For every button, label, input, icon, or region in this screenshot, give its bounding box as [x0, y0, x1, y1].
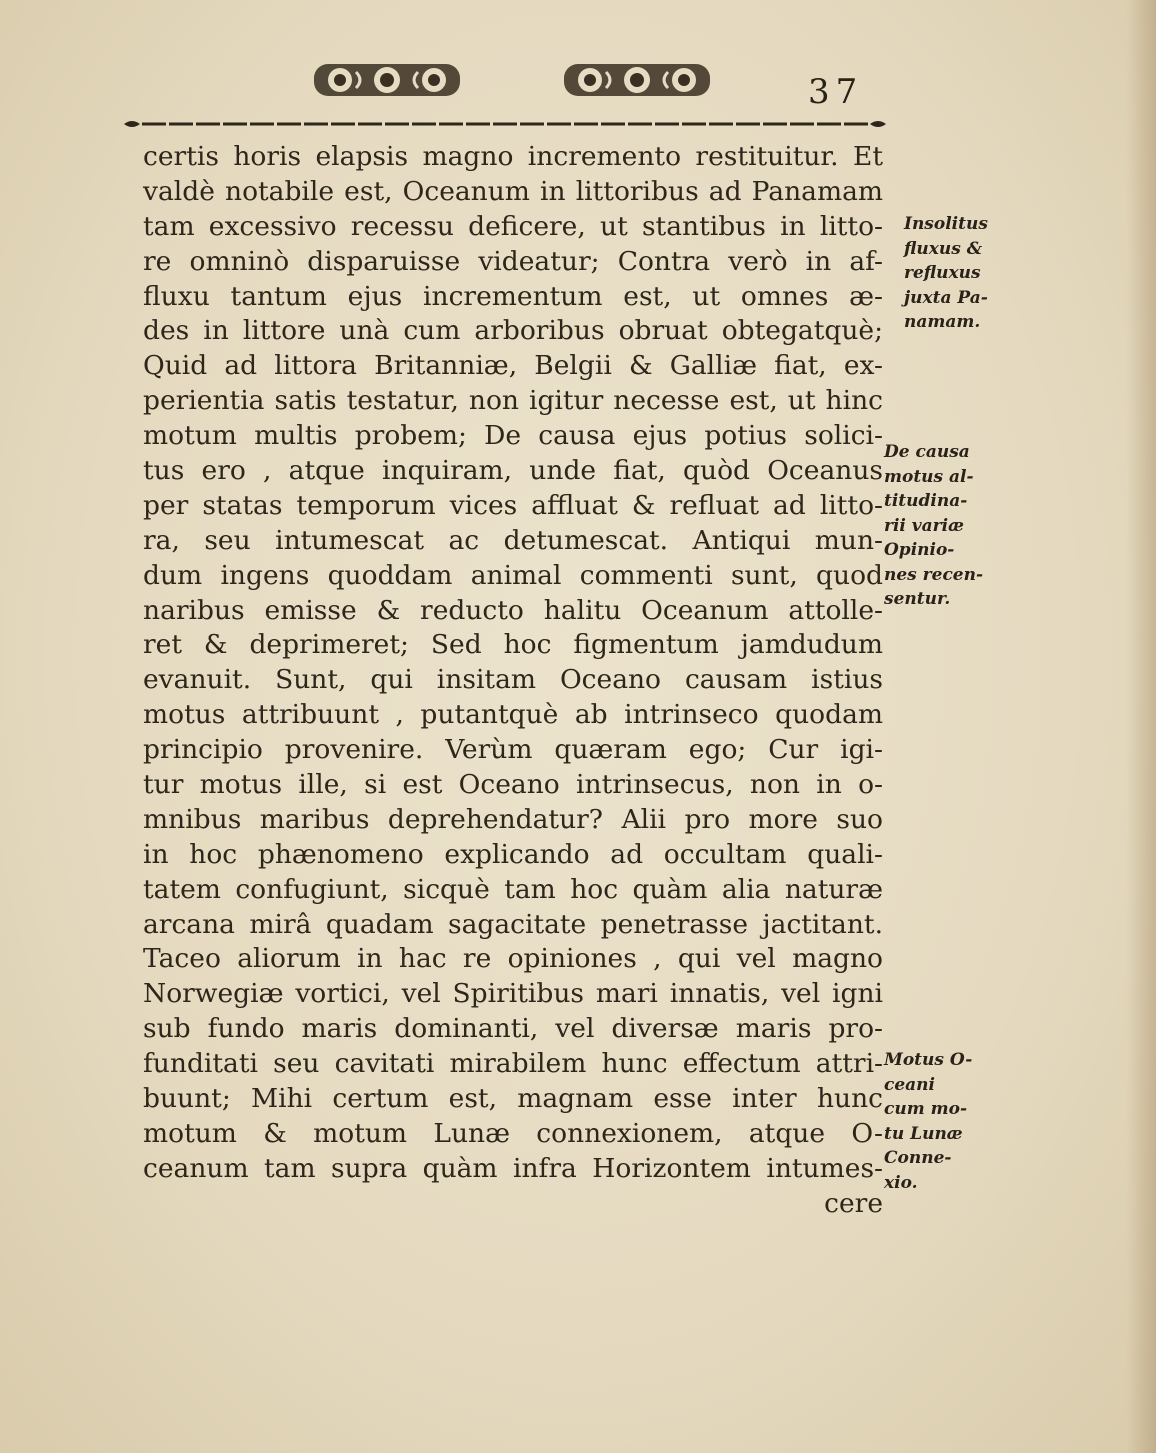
text-line: tur motus ille, si est Oceano intrinsecus, non in o-	[143, 769, 883, 801]
margin-note-causes-opinions	[884, 440, 1034, 612]
text-line: in hoc phænomeno explicando ad occultam quali-	[143, 838, 883, 870]
floral-ornament-right	[562, 58, 712, 102]
margin-note-line: Insolitus	[904, 214, 988, 234]
text-line: per statas temporum vices affluat & refluat ad litto-	[143, 489, 883, 521]
text-line: principio provenire. Verùm quæram ego; Cur igi-	[143, 734, 883, 766]
margin-note-line: rii variæ	[884, 515, 964, 536]
text-line: ret & deprimeret; Sed hoc figmentum jamdudum	[143, 629, 883, 661]
text-line: des in littore unà cum arboribus obruat obtegatquè;	[143, 315, 883, 347]
margin-note-moon-connection	[884, 1048, 1034, 1195]
margin-note-line: xio.	[884, 1172, 918, 1193]
text-line: Taceo aliorum in hac re opiniones , qui vel magno	[143, 943, 883, 975]
text-line: Norwegiæ vortici, vel Spiritibus mari innatis, vel igni	[143, 978, 883, 1010]
text-line: fluxu tantum ejus incrementum est, ut omnes æ-	[143, 280, 883, 312]
margin-note-line: sentur.	[884, 589, 951, 609]
margin-note-line: juxta Pa-	[904, 287, 988, 308]
text-line: tus ero , atque inquiram, unde fiat, quòd Oceanus	[143, 455, 883, 487]
margin-note-line: De causa	[884, 442, 970, 462]
text-line: mnibus maribus deprehendatur? Alii pro more suo	[143, 803, 883, 835]
margin-note-line: Opinio-	[884, 540, 955, 560]
text-line: dum ingens quoddam animal commenti sunt, quod	[143, 559, 883, 591]
text-line: evanuit. Sunt, qui insitam Oceano causam istius	[143, 664, 883, 696]
margin-note-line: motus al-	[884, 466, 974, 487]
text-line: motum multis probem; De causa ejus potius solici-	[143, 420, 883, 452]
text-line: tatem confugiunt, sicquè tam hoc quàm alia naturæ	[143, 873, 883, 905]
margin-note-line: titudina-	[884, 491, 968, 511]
text-line: Quid ad littora Britanniæ, Belgii & Galliæ fiat, ex-	[143, 350, 883, 382]
text-line: buunt; Mihi certum est, magnam esse inter hunc	[143, 1083, 883, 1115]
text-line: tam excessivo recessu deficere, ut stantibus in litto-	[143, 210, 883, 242]
text-line: cere	[824, 1187, 883, 1219]
text-line: naribus emisse & reducto halitu Oceanum attolle-	[143, 594, 883, 626]
text-line: ra, seu intumescat ac detumescat. Antiqui mun-	[143, 524, 883, 556]
text-line: sub fundo maris dominanti, vel diversæ maris pro-	[143, 1013, 883, 1045]
text-line: funditati seu cavitati mirabilem hunc effectum attri-	[143, 1048, 883, 1080]
margin-note-line: ceani	[884, 1074, 935, 1095]
margin-note-line: namam.	[904, 312, 981, 332]
margin-note-panama-tides	[904, 212, 1054, 335]
page-edge-shadow	[1126, 0, 1156, 1453]
text-line: arcana mirâ quadam sagacitate penetrasse jactitant.	[143, 908, 883, 940]
page-number: 37	[808, 72, 864, 112]
margin-note-line: Motus O-	[884, 1050, 973, 1070]
text-line: perientia satis testatur, non igitur necesse est, ut hinc	[143, 385, 883, 417]
margin-note-line: nes recen-	[884, 564, 984, 585]
margin-note-line: refluxus	[904, 263, 981, 283]
body-text	[143, 140, 883, 1222]
margin-note-line: fluxus &	[904, 238, 983, 259]
margin-note-line: Conne-	[884, 1148, 952, 1168]
floral-ornament-left	[312, 58, 462, 102]
header-rule	[122, 116, 888, 132]
text-line: motum & motum Lunæ connexionem, atque O-	[143, 1117, 883, 1149]
text-line: re omninò disparuisse videatur; Contra verò in af-	[143, 245, 883, 277]
text-line: ceanum tam supra quàm infra Horizontem intumes-	[143, 1152, 883, 1184]
margin-note-line: cum mo-	[884, 1099, 967, 1119]
margin-note-line: tu Lunæ	[884, 1123, 963, 1144]
text-line: certis horis elapsis magno incremento restituitur. Et	[143, 141, 883, 172]
text-line: valdè notabile est, Oceanum in littoribus ad Panamam	[143, 175, 883, 207]
text-line: motus attribuunt , putantquè ab intrinseco quodam	[143, 699, 883, 731]
